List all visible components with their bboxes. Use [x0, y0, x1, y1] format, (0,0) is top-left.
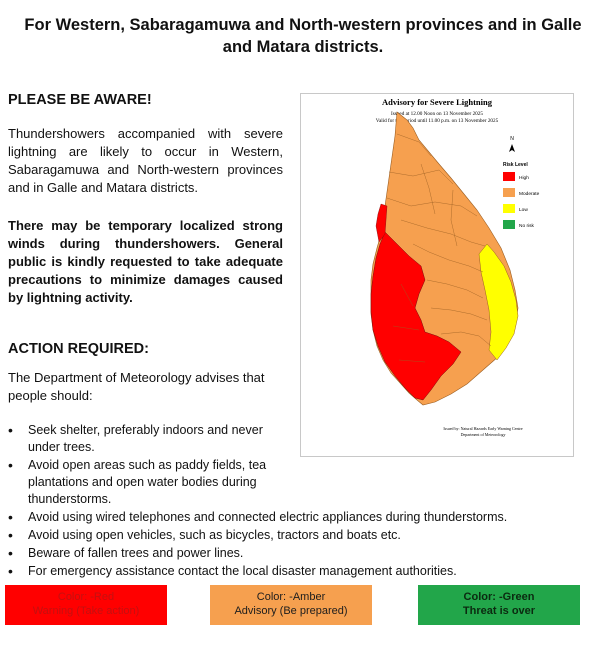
green-box-line-2: Threat is over — [462, 605, 536, 617]
thundershower-paragraph: Thundershowers accompanied with severe lightning are likely to occur in Western, Sabaragamuwa and North-western provinces and in Galle and Matara districts. — [8, 126, 283, 195]
green-threat-over-box — [418, 585, 580, 625]
map-footer-issuer: Issued by: Natural Hazards Early Warning Centre — [443, 426, 523, 431]
advice-item: • Beware of fallen trees and power lines. — [8, 545, 507, 562]
legend-label-low: Low — [519, 208, 528, 213]
svg-text:N: N — [510, 136, 514, 142]
advice-item: • Avoid open areas such as paddy fields, tea plantations and open water bodies during thunderstorms. — [8, 457, 293, 508]
map-svg — [301, 94, 573, 456]
legend-title: Risk Level — [503, 162, 528, 168]
action-required-heading: ACTION REQUIRED: — [8, 341, 149, 357]
advice-item: • Avoid using open vehicles, such as bicycles, tractors and boats etc. — [8, 527, 507, 544]
legend-swatch-moderate — [503, 188, 515, 197]
header-line-1: For Western, Sabaragamuwa and North-western provinces and in Galle — [24, 16, 582, 34]
legend-swatch-low — [503, 204, 515, 213]
green-box-line-1: Color: -Green — [463, 591, 535, 603]
amber-box-line-2: Advisory (Be prepared) — [234, 605, 348, 617]
legend-swatch-no-risk — [503, 220, 515, 229]
north-arrow-icon — [509, 136, 515, 152]
map-footer-department: Department of Meteorology — [460, 432, 506, 437]
please-be-aware-heading: PLEASE BE AWARE! — [8, 92, 152, 108]
map-valid-text: Valid for the period until 11.00 p.m. on 13 November 2025 — [375, 118, 499, 124]
advice-item: • For emergency assistance contact the local disaster management authorities. — [8, 563, 507, 580]
lightning-advisory-map — [300, 93, 574, 457]
advice-item: • Seek shelter, preferably indoors and never under trees. — [8, 422, 283, 456]
advisory-header — [0, 14, 606, 58]
strong-winds-paragraph: There may be temporary localized strong winds during thundershowers. General public is kindly requested to take adequate precautions to minimize damages caused by lightning activity. — [8, 218, 283, 305]
red-warning-box — [5, 585, 167, 625]
action-intro-text: The Department of Meteorology advises that people should: — [8, 370, 265, 403]
legend-swatch-high — [503, 172, 515, 181]
color-key-row — [0, 585, 606, 625]
red-box-line-1: Color: -Red — [57, 591, 115, 603]
legend-label-moderate: Moderate — [519, 192, 540, 197]
red-box-line-2: Warning (Take action) — [32, 605, 140, 617]
header-line-2: and Matara districts. — [222, 38, 384, 56]
legend-label-no-risk: No risk — [519, 224, 534, 229]
advice-item: • Avoid using wired telephones and connected electric appliances during thunderstorms. — [8, 509, 507, 526]
legend-label-high: High — [519, 176, 529, 181]
amber-box-line-1: Color: -Amber — [256, 591, 326, 603]
map-issued-text: Issued at 12.00 Noon on 13 November 2025 — [391, 111, 483, 117]
map-title: Advisory for Severe Lightning — [382, 97, 492, 107]
amber-advisory-box — [210, 585, 372, 625]
